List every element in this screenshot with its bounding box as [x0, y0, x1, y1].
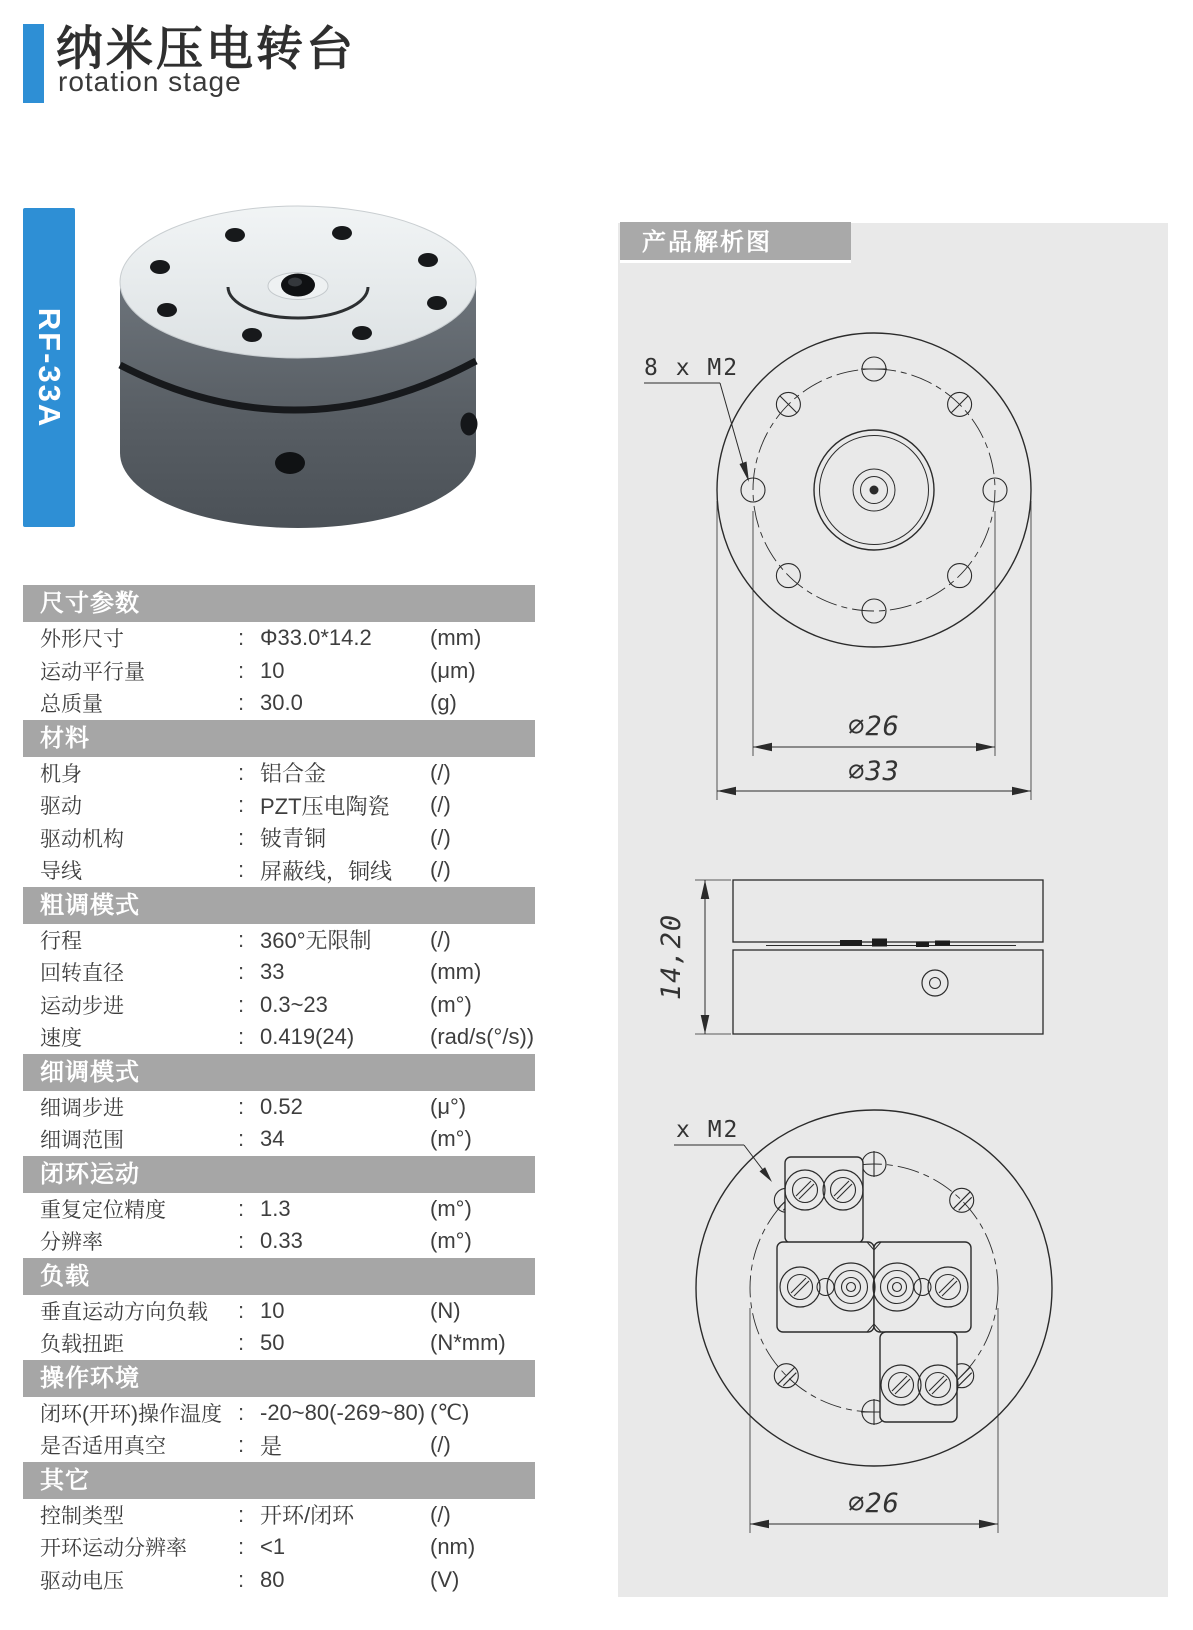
spec-colon: :: [238, 1330, 245, 1356]
spec-row: [23, 854, 535, 887]
spec-label: 运动步进: [40, 994, 124, 1018]
spec-label: 速度: [40, 1027, 82, 1051]
spec-colon: :: [238, 1126, 245, 1152]
spec-row: [23, 822, 535, 855]
spec-colon: :: [238, 1228, 245, 1254]
spec-unit: (μm): [430, 657, 476, 683]
spec-row: [23, 1564, 535, 1597]
spec-unit: (N): [430, 1297, 461, 1323]
spec-label: 重复定位精度: [40, 1198, 166, 1222]
spec-value: <1: [260, 1534, 286, 1560]
spec-colon: :: [238, 1195, 245, 1221]
spec-colon: :: [238, 625, 245, 651]
title-accent-bar: [23, 24, 44, 103]
spec-row: [23, 789, 535, 822]
cad-drawings: [618, 223, 1168, 1597]
spec-row: [23, 1225, 535, 1258]
spec-unit: (/): [430, 1432, 451, 1458]
spec-row: [23, 1123, 535, 1156]
spec-unit: (/): [430, 857, 451, 883]
spec-row: [23, 622, 535, 655]
spec-colon: :: [238, 1399, 245, 1425]
spec-colon: :: [238, 1501, 245, 1527]
spec-label: 驱动电压: [40, 1569, 124, 1593]
spec-label: 分辨率: [40, 1231, 103, 1255]
spec-label: 负载扭距: [40, 1333, 124, 1357]
spec-value: 铍青铜: [260, 826, 327, 852]
spec-unit: (m°): [430, 1195, 472, 1221]
spec-unit: (N*mm): [430, 1330, 506, 1356]
page-title: 纳米压电转台: [56, 22, 356, 75]
model-label: RF-33A: [32, 307, 67, 428]
spec-colon: :: [238, 1093, 245, 1119]
side-view-drawing: [695, 880, 1043, 1034]
spec-table: [23, 585, 535, 1596]
spec-unit: (mm): [430, 959, 482, 985]
spec-label: 导线: [40, 860, 82, 884]
spec-row: [23, 1193, 535, 1226]
spec-value: Φ33.0*14.2: [260, 625, 372, 651]
spec-label: 细调步进: [40, 1096, 124, 1120]
spec-label: 运动平行量: [40, 660, 145, 684]
spec-row: [23, 687, 535, 720]
spec-colon: :: [238, 1566, 245, 1592]
spec-unit: (V): [430, 1566, 460, 1592]
top-view-dim-outer: ∅33: [848, 756, 900, 787]
model-tab: [23, 208, 75, 527]
spec-label: 行程: [40, 929, 82, 953]
spec-label: 闭环(开环)操作温度: [40, 1402, 222, 1426]
spec-unit: (/): [430, 824, 451, 850]
section-header: 操作环境: [23, 1360, 535, 1397]
spec-value: 80: [260, 1566, 285, 1592]
spec-value: 10: [260, 657, 285, 683]
spec-value: 0.33: [260, 1228, 303, 1254]
spec-colon: :: [238, 690, 245, 716]
spec-value: 33: [260, 959, 285, 985]
spec-colon: :: [238, 759, 245, 785]
diagram-panel-header: 产品解析图: [620, 222, 851, 263]
section-header: 尺寸参数: [23, 585, 535, 622]
bottom-view-note-label: x M2: [676, 1117, 740, 1143]
stage-side-hole-front: [275, 452, 305, 474]
spec-row: [23, 1499, 535, 1532]
spec-label: 总质量: [40, 693, 103, 717]
spec-label: 驱动机构: [40, 827, 124, 851]
spec-value: 0.3~23: [260, 991, 328, 1017]
top-view-note-label: 8 x M2: [644, 355, 740, 381]
spec-unit: (℃): [430, 1399, 470, 1425]
spec-unit: (m°): [430, 991, 472, 1017]
top-view-drawing: [644, 333, 1031, 800]
spec-colon: :: [238, 959, 245, 985]
section-header: 细调模式: [23, 1054, 535, 1091]
spec-value: 34: [260, 1126, 285, 1152]
section-header: 其它: [23, 1462, 535, 1499]
spec-label: 细调范围: [40, 1129, 124, 1153]
spec-row: [23, 1295, 535, 1328]
bottom-view-drawing: [674, 1110, 1052, 1533]
spec-row: [23, 989, 535, 1022]
diagram-panel: [618, 223, 1168, 1597]
spec-colon: :: [238, 991, 245, 1017]
spec-label: 驱动: [40, 795, 82, 819]
product-photo: [100, 195, 510, 540]
spec-label: 回转直径: [40, 962, 124, 986]
spec-row: [23, 757, 535, 790]
spec-unit: (/): [430, 1501, 451, 1527]
spec-row: [23, 1429, 535, 1462]
stage-center-hole-highlight: [288, 278, 302, 287]
spec-unit: (nm): [430, 1534, 476, 1560]
spec-value: 铝合金: [260, 761, 327, 787]
spec-row: [23, 956, 535, 989]
spec-colon: :: [238, 1297, 245, 1323]
spec-row: [23, 1021, 535, 1054]
spec-colon: :: [238, 857, 245, 883]
spec-value: 50: [260, 1330, 285, 1356]
top-view-dim-bolt-circle: ∅26: [848, 711, 900, 742]
spec-label: 开环运动分辨率: [40, 1537, 187, 1561]
spec-unit: (m°): [430, 1126, 472, 1152]
section-header: 粗调模式: [23, 887, 535, 924]
section-header: 闭环运动: [23, 1156, 535, 1193]
spec-value: 0.419(24): [260, 1024, 355, 1050]
section-header: 负载: [23, 1258, 535, 1295]
spec-row: [23, 1091, 535, 1124]
spec-label: 是否适用真空: [40, 1435, 166, 1459]
spec-colon: :: [238, 1024, 245, 1050]
spec-colon: :: [238, 1534, 245, 1560]
spec-value: 屏蔽线，铜线: [260, 858, 393, 884]
spec-label: 外形尺寸: [40, 628, 124, 652]
spec-colon: :: [238, 1432, 245, 1458]
spec-unit: (g): [430, 690, 457, 716]
spec-unit: (/): [430, 759, 451, 785]
spec-unit: (μ°): [430, 1093, 467, 1119]
spec-value: 30.0: [260, 690, 303, 716]
spec-value: 开环/闭环: [260, 1503, 355, 1529]
spec-label: 控制类型: [40, 1504, 124, 1528]
section-header: 材料: [23, 720, 535, 757]
spec-value: -20~80(-269~80): [260, 1399, 426, 1425]
spec-unit: (/): [430, 926, 451, 952]
spec-value: 10: [260, 1297, 285, 1323]
spec-colon: :: [238, 657, 245, 683]
spec-colon: :: [238, 824, 245, 850]
spec-row: [23, 1327, 535, 1360]
spec-unit: (/): [430, 792, 451, 818]
spec-unit: (mm): [430, 625, 482, 651]
spec-unit: (rad/s(°/s)): [430, 1024, 535, 1050]
spec-colon: :: [238, 792, 245, 818]
spec-label: 机身: [40, 762, 82, 786]
stage-side-hole-right: [461, 413, 478, 436]
spec-colon: :: [238, 926, 245, 952]
spec-value: 是: [260, 1433, 283, 1459]
page-subtitle: rotation stage: [58, 66, 242, 97]
spec-unit: (m°): [430, 1228, 472, 1254]
side-view-dim-height: 14,20: [656, 913, 687, 1001]
spec-row: [23, 924, 535, 957]
spec-row: [23, 1397, 535, 1430]
spec-row: [23, 655, 535, 688]
spec-value: 0.52: [260, 1093, 303, 1119]
spec-row: [23, 1531, 535, 1564]
spec-value: 360°无限制: [260, 928, 372, 954]
spec-value: 1.3: [260, 1195, 291, 1221]
bottom-view-dim-bolt-circle: ∅26: [848, 1488, 900, 1519]
spec-label: 垂直运动方向负载: [40, 1300, 208, 1324]
spec-value: PZT压电陶瓷: [260, 793, 390, 819]
